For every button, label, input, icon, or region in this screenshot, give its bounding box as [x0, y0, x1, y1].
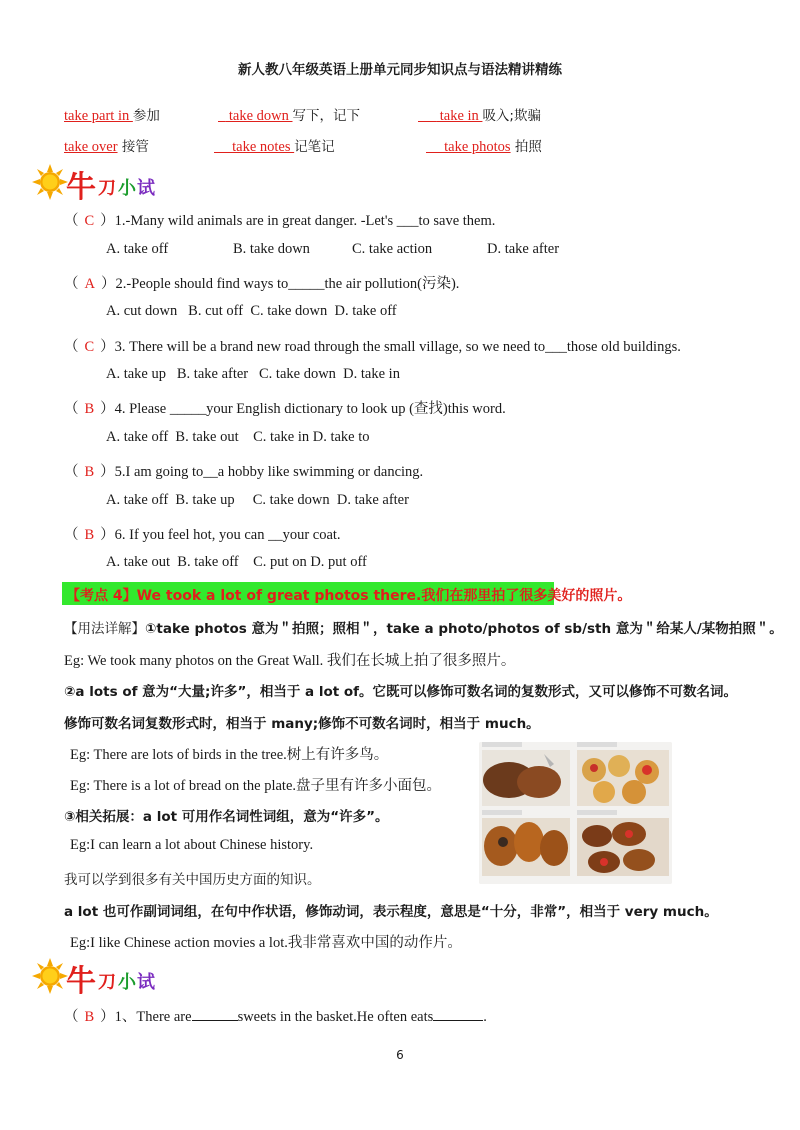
question-text: 6. If you feel hot, you can __your coat. [114, 527, 341, 543]
answer-blank [433, 1008, 483, 1021]
question-text: 1.-Many wild animals are in great danger. -Let's ___to save them. [114, 213, 496, 229]
title-xiao: 小 [118, 972, 136, 993]
question-6-options: A. take out B. take off C. put on D. put off [106, 554, 367, 570]
page-header: 新人教八年级英语上册单元同步知识点与语法精讲精练 [238, 62, 562, 78]
title-shi: 试 [137, 972, 155, 993]
question-5: （ B ）5.I am going to__a hobby like swimming or dancing. [64, 464, 424, 480]
question-text: 4. Please _____your English dictionary to look up (查找)this word. [114, 401, 506, 417]
phrase-take-in [418, 104, 541, 125]
question-3: （ C ）3. There will be a brand new road through the small village, so we need to___those old buildings. [64, 339, 681, 355]
title-xiao: 小 [118, 178, 136, 199]
usage-line-2: ②a lots of 意为“大量;许多”，相当于 a lot of。它既可以修饰可数名词的复数形式，又可以修饰不可数名词。 [64, 684, 738, 700]
question-text-c: . [483, 1009, 487, 1025]
title-shi: 试 [137, 178, 155, 199]
title-dao: 刀 [98, 178, 116, 199]
usage-line-1 [64, 617, 783, 637]
phrase-en: take part in [64, 108, 133, 124]
question-1: （ C ）1.-Many wild animals are in great danger. -Let's ___to save them. [64, 213, 496, 229]
answer-blank [192, 1008, 238, 1021]
title-niu: 牛 [66, 170, 96, 205]
pastry-photo [479, 742, 672, 884]
answer: A [84, 276, 95, 292]
answer: B [84, 1009, 95, 1025]
question-text: 3. There will be a brand new road through the small village, so we need to___those old buildings. [114, 339, 681, 355]
kaodian-title: 【考点 4】We took a lot of great photos there.我们在那里拍了很多美好的照片。 [66, 588, 632, 604]
phrase-take-down [218, 104, 360, 125]
answer: B [84, 464, 95, 480]
phrase-cn: 参加 [132, 108, 160, 124]
answer: C [84, 339, 95, 355]
option-b: B. take down [233, 241, 310, 257]
page-number: 6 [396, 1048, 404, 1062]
question-text-b: sweets in the basket.He often eats [237, 1009, 434, 1025]
question-text: 5.I am going to__a hobby like swimming or dancing. [114, 464, 424, 480]
phrase-take-notes [214, 135, 335, 156]
option-d: D. take after [487, 241, 560, 257]
question-4-options: A. take off B. take out C. take in D. take to [106, 429, 370, 445]
phrase-en: take notes [228, 139, 295, 155]
phrase-cn: 拍照 [510, 139, 542, 155]
usage-line-3: 修饰可数名词复数形式时，相当于 many;修饰不可数名词时，相当于 much。 [64, 716, 540, 732]
question-2: （ A ）2.-People should find ways to_____the air pollution(污染). [64, 276, 460, 292]
option-a: A. take off [106, 241, 169, 257]
phrase-take-part-in [64, 104, 160, 125]
sun-icon [32, 164, 68, 200]
usage-label: 【用法详解】 [64, 621, 145, 637]
phrase-en: take photos [440, 139, 511, 155]
question-5-options: A. take off B. take up C. take down D. take after [106, 492, 409, 508]
question-3-options: A. take up B. take after C. take down D. take in [106, 366, 400, 382]
phrase-en: take over [64, 139, 118, 155]
pastry-photo-image [479, 742, 672, 884]
question-4: （ B ）4. Please _____your English dictionary to look up (查找)this word. [64, 401, 506, 417]
title-dao: 刀 [98, 972, 116, 993]
example-1: Eg: We took many photos on the Great Wall. 我们在长城上拍了很多照片。 [64, 653, 516, 669]
usage-line-5: a lot 也可作副词词组，在句中作状语，修饰动词，表示程度，意思是“十分，非常”，相当于 very much。 [64, 904, 718, 920]
example-5: Eg:I like Chinese action movies a lot.我非常喜欢中国的动作片。 [70, 935, 462, 951]
sun-icon [32, 958, 68, 994]
phrase-take-photos [426, 135, 542, 156]
phrase-en: take in [436, 108, 483, 124]
phrase-cn: 接管 [117, 139, 149, 155]
question-text: 2.-People should find ways to_____the air pollution(污染). [115, 276, 460, 292]
answer: B [84, 527, 95, 543]
option-c: C. take action [352, 241, 433, 257]
example-4-translation: 我可以学到很多有关中国历史方面的知识。 [64, 872, 321, 888]
question-6: （ B ）6. If you feel hot, you can __your coat. [64, 527, 341, 543]
question-2-options: A. cut down B. cut off C. take down D. take off [106, 303, 397, 319]
phrase-cn: 吸入;欺骗 [482, 108, 541, 124]
example-4: Eg:I can learn a lot about Chinese history. [70, 837, 314, 853]
question-text-a: 1、There are [114, 1009, 192, 1025]
answer: C [84, 213, 95, 229]
title-niu: 牛 [66, 964, 96, 999]
example-3: Eg: There is a lot of bread on the plate.盘子里有许多小面包。 [70, 778, 442, 794]
phrase-cn: 写下，记下 [292, 108, 360, 124]
phrase-take-over [64, 135, 149, 156]
example-2: Eg: There are lots of birds in the tree.树上有许多鸟。 [70, 747, 389, 763]
answer: B [84, 401, 95, 417]
phrase-en: take down [225, 108, 293, 124]
usage-line-4: ③相关拓展：a lot 可用作名词性词组，意为“许多”。 [64, 809, 389, 825]
usage-text: ①take photos 意为＂拍照；照相＂，take a photo/photos of sb/sth 意为＂给某人/某物拍照＂。 [145, 621, 783, 637]
phrase-cn: 记笔记 [294, 139, 335, 155]
quiz2-question-1: （ B ）1、There are sweets in the basket.He often eats . [64, 1009, 487, 1025]
